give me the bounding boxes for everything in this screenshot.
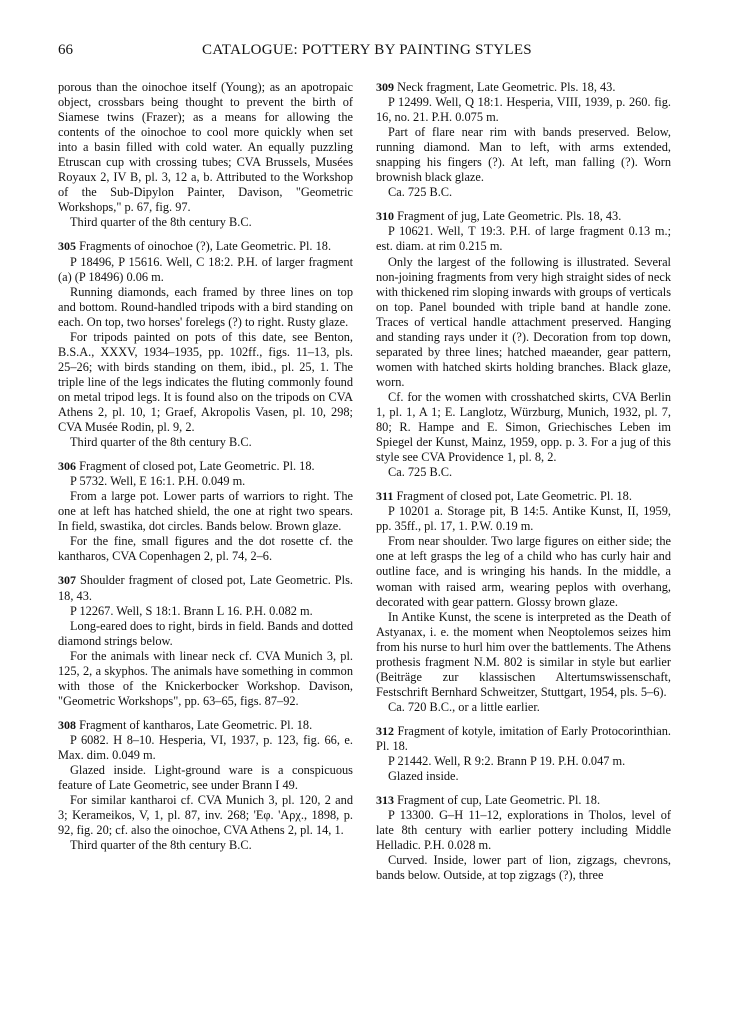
entry-309	[376, 80, 671, 200]
entry-number: 306	[58, 459, 76, 474]
entry-heading: Fragment of kotyle, imitation of Early Protocorinthian. Pl. 18.	[376, 723, 671, 753]
left-column	[58, 80, 353, 862]
entry-number: 307	[58, 573, 76, 588]
entry-description: Glazed inside. Light-ground ware is a conspicuous feature of Late Geometric, see under Brann I 49.	[58, 763, 353, 793]
entry-310	[376, 209, 671, 480]
entry-date: Third quarter of the 8th century B.C.	[70, 215, 252, 230]
entry-number: 309	[376, 80, 394, 94]
entry-continued	[58, 80, 353, 230]
entry-description: Long-eared does to right, birds in field. Bands and dotted diamond strings below.	[58, 618, 353, 648]
entry-description: Only the largest of the following is illustrated. Several non-joining fragments from very high straight sides of neck with thickened rim sloping inwards with groups of verticals on top. Panel bounded with triple band at handle zone. Traces of vertical handle attachment preserved. Hanging and standing rays under it (?). Decoration from top down, separated by three lines; hatched maeander, gear pattern, women with hatched skirts holding branches. Black glaze, worn.	[376, 254, 671, 389]
entry-meta: P 21442. Well, R 9:2. Brann P 19. P.H. 0.047 m.	[388, 754, 626, 769]
entry-heading: Shoulder fragment of closed pot, Late Geometric. Pls. 18, 43.	[58, 573, 353, 603]
entry-meta: P 5732. Well, E 16:1. P.H. 0.049 m.	[70, 474, 246, 489]
entry-305	[58, 239, 353, 450]
entry-heading: Fragment of closed pot, Late Geometric. Pl. 18.	[79, 459, 315, 474]
entry-title	[376, 793, 671, 808]
entry-number: 308	[58, 717, 76, 732]
entry-title	[58, 718, 353, 733]
page-header	[58, 42, 676, 66]
entry-number: 312	[376, 723, 394, 738]
entry-meta: P 10201 a. Storage pit, B 14:5. Antike Kunst, II, 1959, pp. 35ff., pl. 17, 1. P.W. 0.19 m.	[376, 504, 671, 534]
entry-title	[58, 459, 353, 474]
entry-comparanda: For similar kantharoi cf. CVA Munich 3, pl. 120, 2 and 3; Kerameikos, V, 1, pl. 87, inv. 268; 'Εφ. 'Αρχ., 1898, p. 92, fig. 20; cf. also the oinochoe, CVA Athens 2, pl. 14, 1.	[58, 793, 353, 838]
entry-comparanda: For tripods painted on pots of this date, see Benton, B.S.A., XXXV, 1934–1935, pp. 102ff., figs. 11–13, pls. 25–26; with birds standing on them, ibid., pl. 25, 1. The triple line of the legs indicates the fluting commonly found on metal tripod legs. It is found also on the tripods on CVA Athens 2, pl. 10, 1; Graef, Akropolis Vasen, pl. 10, 298; CVA Musée Rodin, pl. 9, 2.	[58, 329, 353, 435]
entry-description: Curved. Inside, lower part of lion, zigzags, chevrons, bands below. Outside, at top zigzags (?), three	[376, 853, 671, 883]
entry-number: 311	[376, 489, 394, 504]
entry-heading: Fragment of kantharos, Late Geometric. Pl. 18.	[79, 717, 313, 732]
entry-title	[58, 573, 353, 603]
entry-date: Third quarter of the 8th century B.C.	[70, 838, 252, 853]
entry-number: 310	[376, 209, 394, 224]
entry-307	[58, 573, 353, 708]
entry-meta: P 10621. Well, T 19:3. P.H. of large fragment 0.13 m.; est. diam. at rim 0.215 m.	[376, 224, 671, 254]
entry-number: 305	[58, 239, 76, 254]
entry-308	[58, 718, 353, 853]
entry-meta: P 13300. G–H 11–12, explorations in Tholos, level of late 8th century with earlier pottery including Middle Helladic. P.H. 0.028 m.	[376, 808, 671, 853]
entry-title	[376, 724, 671, 754]
page-number: 66	[58, 42, 73, 58]
entry-title	[58, 239, 353, 254]
entry-title	[376, 209, 671, 224]
entry-313	[376, 793, 671, 883]
entry-306	[58, 459, 353, 564]
entry-comparanda: For the fine, small figures and the dot rosette cf. the kantharos, CVA Copenhagen 2, pl. 74, 2–6.	[58, 534, 353, 564]
entry-meta: P 12267. Well, S 18:1. Brann L 16. P.H. 0.082 m.	[70, 603, 313, 618]
entry-title	[376, 489, 671, 504]
entry-description: From a large pot. Lower parts of warriors to right. The one at left has hatched shield, the one at right two spears. In field, swastika, dot circles. Bands below. Brown glaze.	[58, 489, 353, 534]
entry-meta: P 12499. Well, Q 18:1. Hesperia, VIII, 1939, p. 260. fig. 16, no. 21. P.H. 0.075 m.	[376, 95, 671, 125]
entry-description: Part of flare near rim with bands preserved. Below, running diamond. Man to left, with arms extended, snapping his fingers (?). At left, man falling (?). Worn brownish black glaze.	[376, 125, 671, 185]
entry-meta: P 6082. H 8–10. Hesperia, VI, 1937, p. 123, fig. 66, e. Max. dim. 0.049 m.	[58, 732, 353, 762]
entry-meta: P 18496, P 15616. Well, C 18:2. P.H. of larger fragment (a) (P 18496) 0.06 m.	[58, 254, 353, 284]
entry-312	[376, 724, 671, 784]
entry-date: Ca. 720 B.C., or a little earlier.	[388, 699, 540, 714]
entry-heading: Neck fragment, Late Geometric. Pls. 18, 43.	[397, 80, 616, 94]
entry-311	[376, 489, 671, 715]
entry-heading: Fragment of closed pot, Late Geometric. Pl. 18.	[396, 489, 632, 504]
running-title: CATALOGUE: POTTERY BY PAINTING STYLES	[202, 42, 532, 58]
entry-paragraph: porous than the oinochoe itself (Young); as an apotropaic object, crossbars being thought to prevent the birth of Siamese twins (Frazer); as a means for allowing the contents of the oinochoe to cool more quickly when set into a basin filled with cold water. An equally puzzling Etruscan cup with crossing tubes; CVA Brussels, Musées Royaux 2, IV B, pl. 3, 12 a, b. Attributed to the Workshop of the Sub-Dipylon Painter, Davison, "Geometric Workshops," p. 67, fig. 97.	[58, 80, 353, 215]
entry-heading: Fragments of oinochoe (?), Late Geometric. Pl. 18.	[79, 239, 332, 254]
entry-description: From near shoulder. Two large figures on either side; the one at left grasps the leg of a child who has curly hair and outline face, and is wringing his hands. In the middle, a woman with raised arm, wearing peplos with overhang, decorated with gear pattern. Glossy brown glaze.	[376, 534, 671, 609]
entry-title	[376, 80, 671, 95]
entry-heading: Fragment of cup, Late Geometric. Pl. 18.	[397, 793, 601, 808]
entry-comparanda: For the animals with linear neck cf. CVA Munich 3, pl. 125, 2, a skyphos. The animals have something in common with those of the Knickerbocker Workshop. Davison, "Geometric Workshops", pp. 63–65, figs. 87–92.	[58, 648, 353, 708]
entry-date: Ca. 725 B.C.	[388, 465, 453, 480]
entry-date: Third quarter of the 8th century B.C.	[70, 435, 252, 450]
entry-date: Ca. 725 B.C.	[388, 185, 453, 200]
entry-description: Running diamonds, each framed by three lines on top and bottom. Round-handled tripods with a bird standing on each. On top, two horses' forelegs (?) to right. Rusty glaze.	[58, 284, 353, 329]
entry-description: Glazed inside.	[388, 769, 459, 784]
entry-comparanda: In Antike Kunst, the scene is interpreted as the Death of Astyanax, i. e. the moment when Neoptolemos seizes him from his nurse to hurl him over the battlements. The Athens prothesis fragment N.M. 802 is similar in style but earlier (Beiträge zur klassischen Altertumswissenschaft, Festschrift Bernhard Schweitzer, Stuttgart, 1954, pls. 5–6).	[376, 609, 671, 699]
right-column	[376, 80, 671, 892]
entry-comparanda: Cf. for the women with crosshatched skirts, CVA Berlin 1, pl. 1, A 1; E. Langlotz, Würzburg, Munich, 1932, pl. 7, 80; R. Hampe and E. Simon, Griechisches Leben im Spiegel der Kunst, Mainz, 1959, opp. p. 3. For a jug of this style see CVA Providence 1, pl. 8, 2.	[376, 389, 671, 465]
entry-heading: Fragment of jug, Late Geometric. Pls. 18, 43.	[397, 209, 622, 224]
entry-number: 313	[376, 793, 394, 808]
